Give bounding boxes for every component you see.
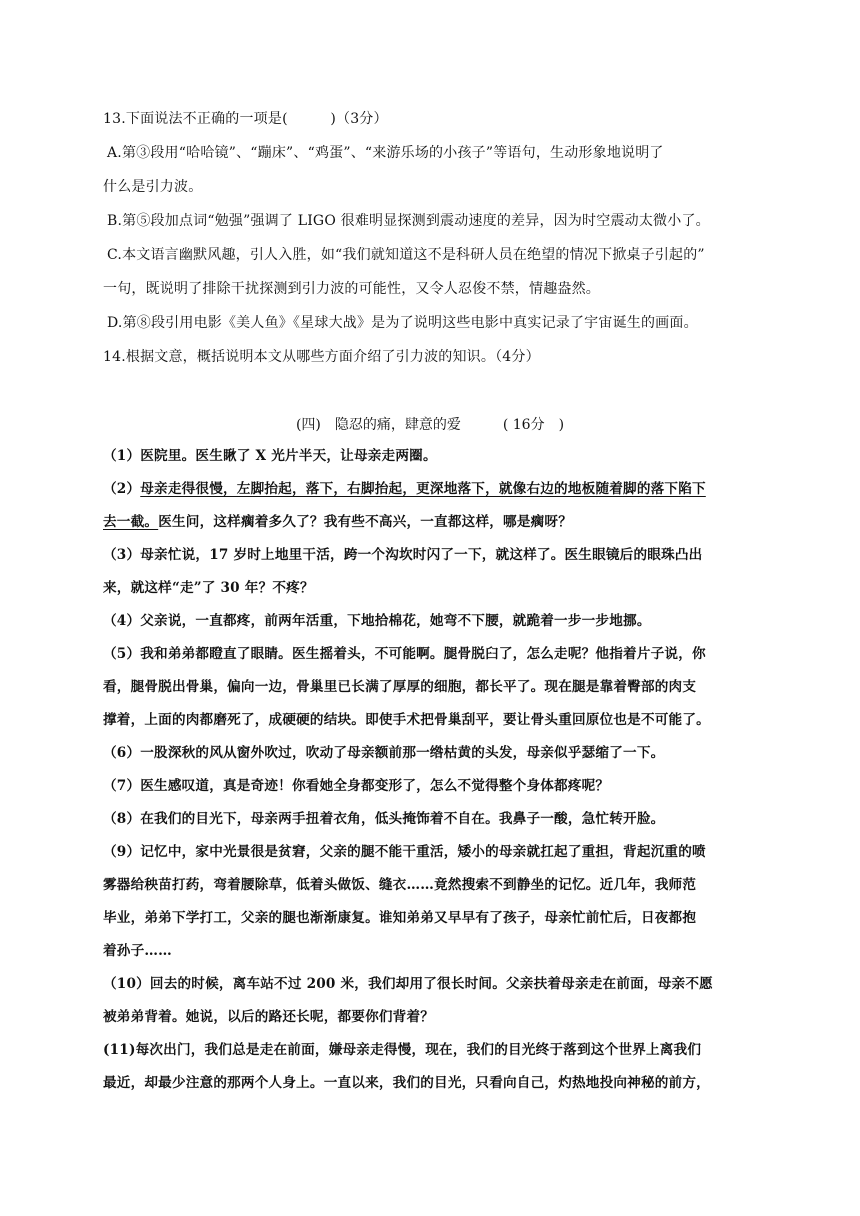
story-para-11-line-1: (11)每次出门，我们总是走在前面，嫌母亲走得慢，现在，我们的目光终于落到这个世界上离我们 bbox=[103, 1042, 702, 1058]
story-para-9-line-2: 雾器给秧苗打药，弯着腰除草，低着头做饭、缝衣……竟然搜索不到静坐的记忆。近几年，我师范 bbox=[103, 877, 697, 893]
story-para-10-line-1: （10）回去的时候，离车站不过 200 米，我们却用了很长时间。父亲扶着母亲走在前面，母亲不愿 bbox=[103, 976, 713, 992]
story-para-5-line-1: （5）我和弟弟都瞪直了眼睛。医生摇着头，不可能啊。腿骨脱臼了，怎么走呢？他指着片子说，你 bbox=[103, 646, 706, 662]
option-c-line-2: 一句，既说明了排除干扰探测到引力波的可能性，又令人忍俊不禁，情趣盎然。 bbox=[103, 281, 600, 297]
story-para-9-line-4: 着孙子…… bbox=[103, 943, 172, 959]
story-para-5-line-2: 看，腿骨脱出骨巢，偏向一边，骨巢里已长满了厚厚的细胞，都长平了。现在腿是靠着臀部的肉支 bbox=[103, 679, 697, 695]
question-13: 13.下面说法不正确的一项是( )（3分） bbox=[103, 111, 388, 127]
story-para-8: （8）在我们的目光下，母亲两手扭着衣角，低头掩饰着不自在。我鼻子一酸，急忙转开脸。 bbox=[103, 811, 665, 827]
story-text: 医生问，这样瘸着多久了？我有些不高兴，一直都这样，哪是瘸呀？ bbox=[158, 514, 572, 530]
underlined-sentence-end: 去一截。 bbox=[103, 514, 159, 530]
story-para-3-line-2: 来，就这样“走”了 30 年？不疼？ bbox=[103, 580, 314, 596]
story-para-5-line-3: 撑着，上面的肉都磨死了，成硬硬的结块。即使手术把骨巢刮平，要让骨头重回原位也是不可能了。 bbox=[103, 712, 710, 728]
option-d-line-1: D.第⑧段引用电影《美人鱼》《星球大战》是为了说明这些电影中真实记录了宇宙诞生的画面。 bbox=[107, 315, 698, 331]
story-block bbox=[103, 440, 763, 1100]
section-heading: (四) 隐忍的痛，肆意的爱 ( 16分 ) bbox=[295, 417, 565, 433]
underlined-sentence: 母亲走得很慢，左脚抬起，落下，右脚抬起，更深地落下，就像右边的地板随着脚的落下陷下 bbox=[140, 481, 706, 497]
story-para-7: （7）医生感叹道，真是奇迹！你看她全身都变形了，怎么不觉得整个身体都疼呢？ bbox=[103, 778, 610, 794]
story-para-1: （1）医院里。医生瞅了 X 光片半天，让母亲走两圈。 bbox=[103, 448, 437, 464]
para-number: （2） bbox=[103, 481, 141, 497]
question-14: 14.根据文意，概括说明本文从哪些方面介绍了引力波的知识。（4分） bbox=[103, 349, 540, 365]
option-a-line-2: 什么是引力波。 bbox=[103, 179, 203, 195]
story-para-4: （4）父亲说，一直都疼，前两年活重，下地拾棉花，她弯不下腰，就跪着一步一步地挪。 bbox=[103, 613, 651, 629]
option-c-line-1: C.本文语言幽默风趣，引人入胜，如“我们就知道这不是科研人员在绝望的情况下掀桌子引起的” bbox=[107, 247, 705, 263]
story-para-9-line-1: （9）记忆中，家中光景很是贫窘，父亲的腿不能干重活，矮小的母亲就扛起了重担，背起沉重的喷 bbox=[103, 844, 706, 860]
story-para-9-line-3: 毕业，弟弟下学打工，父亲的腿也渐渐康复。谁知弟弟又早早有了孩子，母亲忙前忙后，日夜都抱 bbox=[103, 910, 697, 926]
option-a-line-1: A.第③段用“哈哈镜”、“蹦床”、“鸡蛋”、“来游乐场的小孩子”等语句，生动形象地说明了 bbox=[107, 145, 664, 161]
story-para-6: （6）一股深秋的风从窗外吹过，吹动了母亲额前那一绺枯黄的头发，母亲似乎瑟缩了一下。 bbox=[103, 745, 665, 761]
option-b-line-1: B.第⑤段加点词“勉强”强调了 LIGO 很难明显探测到震动速度的差异，因为时空震动太微小了。 bbox=[107, 213, 710, 229]
story-para-2-line-2 bbox=[103, 506, 763, 539]
story-para-11-line-2: 最近，却最少注意的那两个人身上。一直以来，我们的目光，只看向自己，灼热地投向神秘的前方， bbox=[103, 1075, 710, 1091]
questions-block bbox=[103, 102, 763, 374]
story-para-3-line-1: （3）母亲忙说，17 岁时上地里干活，跨一个沟坎时闪了一下，就这样了。医生眼镜后的眼珠凸出 bbox=[103, 547, 703, 563]
story-para-10-line-2: 被弟弟背着。她说，以后的路还长呢，都要你们背着？ bbox=[103, 1009, 435, 1025]
story-para-2-line-1 bbox=[103, 473, 763, 506]
